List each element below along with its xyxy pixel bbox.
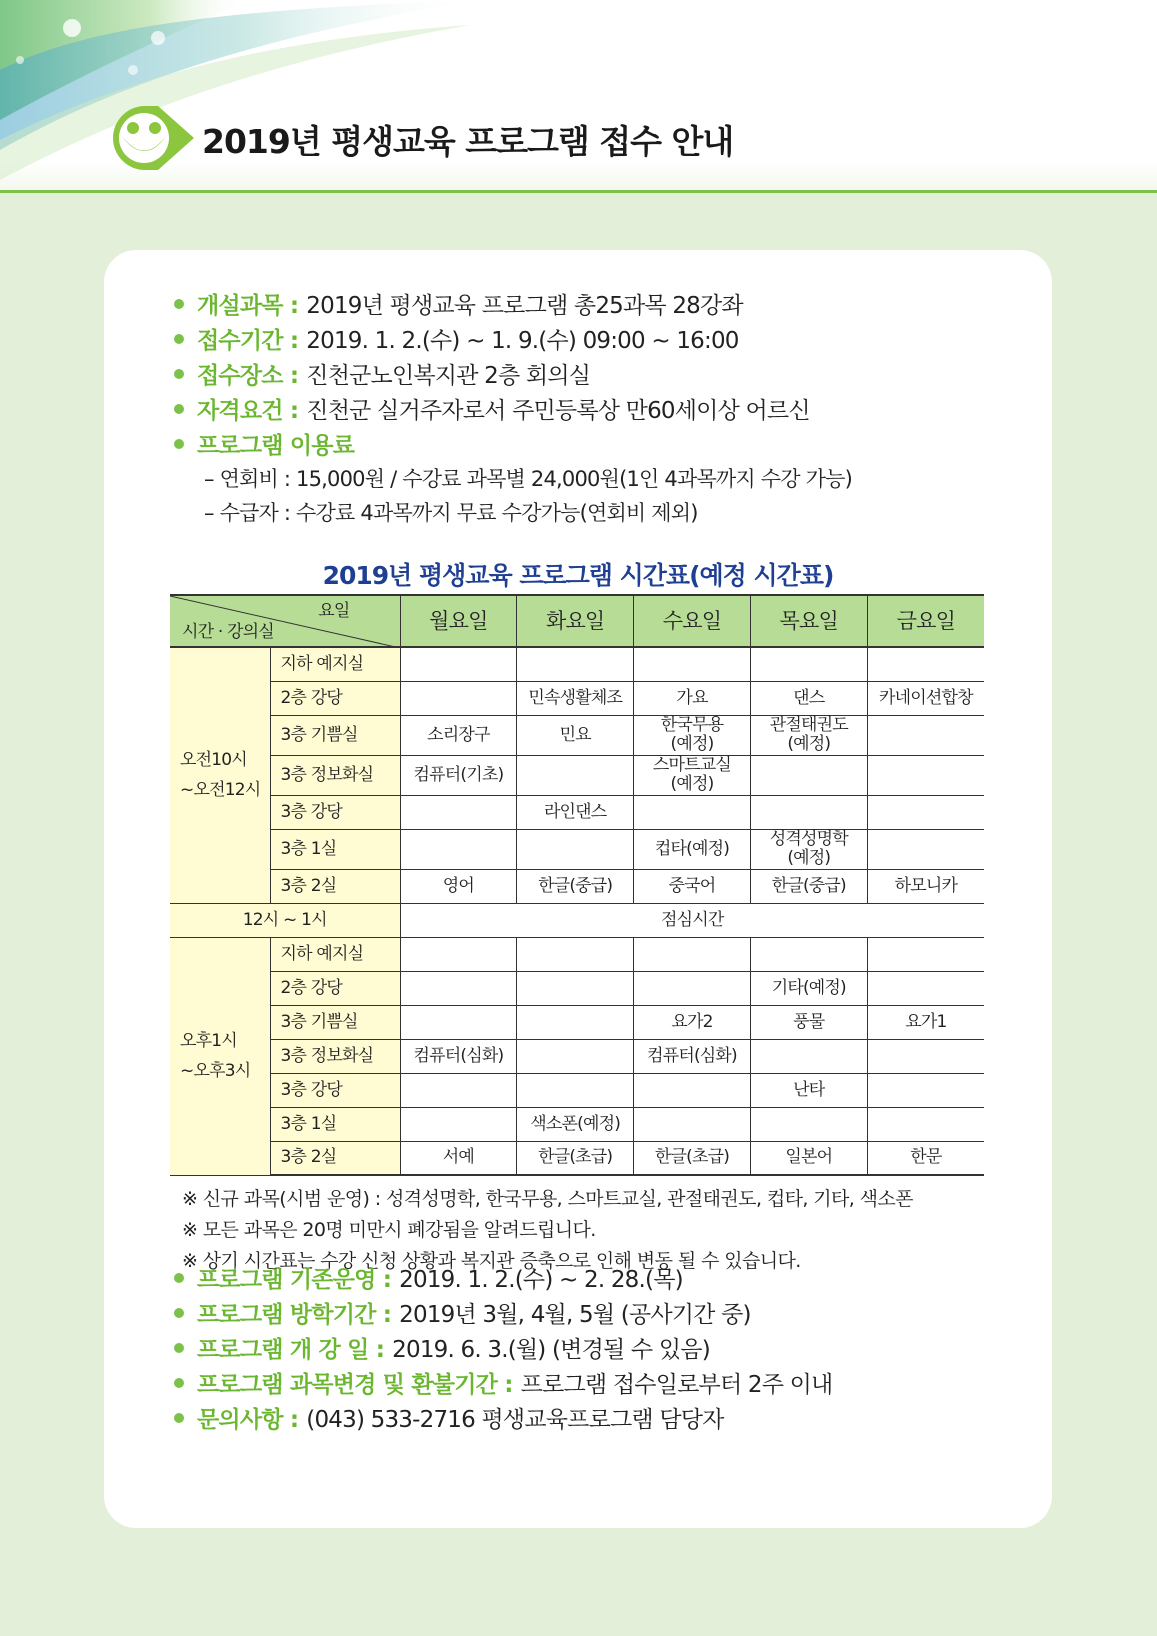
room-label: 3층 강당	[270, 795, 400, 829]
info-value: 진천군 실거주자로서 주민등록상 만60세이상 어르신	[306, 398, 810, 424]
schedule-cell: 한국무용 (예정)	[634, 715, 751, 755]
schedule-cell: 성격성명학 (예정)	[750, 829, 867, 869]
bullet-icon	[174, 1343, 184, 1353]
room-label: 3층 강당	[270, 1073, 400, 1107]
schedule-cell	[634, 1073, 751, 1107]
bullet-icon	[174, 404, 184, 414]
schedule-body	[170, 647, 984, 1175]
schedule-cell: 민속생활체조	[517, 681, 634, 715]
schedule-cell: 컴퓨터(심화)	[634, 1039, 751, 1073]
day-header: 목요일	[750, 595, 867, 647]
schedule-cell	[867, 1073, 984, 1107]
info-row-eligibility	[174, 391, 1034, 426]
bullet-icon	[174, 439, 184, 449]
schedule-row	[170, 1073, 984, 1107]
fee-recipient: – 수급자 : 수강료 4과목까지 무료 수강가능(연회비 제외)	[204, 501, 698, 525]
schedule-cell: 색소폰(예정)	[517, 1107, 634, 1141]
schedule-cell	[400, 971, 517, 1005]
schedule-cell	[400, 937, 517, 971]
schedule-cell: 민요	[517, 715, 634, 755]
schedule-cell: 스마트교실 (예정)	[634, 755, 751, 795]
corner-time-label: 시간 · 강의실	[182, 622, 274, 642]
schedule-cell: 댄스	[750, 681, 867, 715]
bullet-icon	[174, 1273, 184, 1283]
schedule-row	[170, 1005, 984, 1039]
schedule-title: 2019년 평생교육 프로그램 시간표(예정 시간표)	[322, 561, 834, 590]
schedule-cell: 한글(중급)	[750, 869, 867, 903]
lunch-time-label: 12시 ~ 1시	[170, 903, 400, 937]
schedule-cell	[750, 795, 867, 829]
day-header: 월요일	[400, 595, 517, 647]
bullet-icon	[174, 299, 184, 309]
room-label: 지하 예지실	[270, 937, 400, 971]
schedule-cell	[634, 1107, 751, 1141]
schedule-cell	[867, 1107, 984, 1141]
schedule-cell	[517, 937, 634, 971]
room-label: 3층 2실	[270, 1141, 400, 1175]
schedule-cell	[867, 795, 984, 829]
schedule-cell	[750, 1107, 867, 1141]
note: ※ 신규 과목(시범 운영) : 성격성명학, 한국무용, 스마트교실, 관절태권도, 컵타, 기타, 색소폰	[182, 1188, 913, 1210]
schedule-cell	[517, 1005, 634, 1039]
fee-annual: – 연회비 : 15,000원 / 수강료 과목별 24,000원(1인 4과목까지 수강 가능)	[204, 467, 852, 491]
info-label: 프로그램 개 강 일 :	[197, 1337, 385, 1363]
info-label: 접수장소 :	[197, 363, 299, 389]
info-label: 개설과목 :	[197, 293, 299, 319]
schedule-cell	[400, 1073, 517, 1107]
schedule-row	[170, 829, 984, 869]
schedule-cell	[517, 971, 634, 1005]
schedule-row	[170, 715, 984, 755]
schedule-cell	[750, 1039, 867, 1073]
info-value: 2019. 1. 2.(수) ~ 2. 28.(목)	[399, 1267, 683, 1293]
info-label: 프로그램 이용료	[197, 433, 355, 459]
schedule-cell: 중국어	[634, 869, 751, 903]
schedule-cell: 요가1	[867, 1005, 984, 1039]
bullet-icon	[174, 334, 184, 344]
schedule-cell: 영어	[400, 869, 517, 903]
info-label: 프로그램 과목변경 및 환불기간 :	[197, 1372, 513, 1398]
schedule-row	[170, 1141, 984, 1175]
day-header: 화요일	[517, 595, 634, 647]
info-value: (043) 533-2716 평생교육프로그램 담당자	[306, 1407, 724, 1433]
info-value: 2019. 1. 2.(수) ~ 1. 9.(수) 09:00 ~ 16:00	[306, 328, 739, 354]
schedule-row	[170, 1039, 984, 1073]
schedule-cell	[634, 647, 751, 681]
schedule-table	[170, 594, 984, 1176]
room-label: 3층 기쁨실	[270, 715, 400, 755]
note: ※ 상기 시간표는 수강 신청 상황과 복지관 증축으로 인해 변동 될 수 있습니다.	[182, 1250, 801, 1272]
bullet-icon	[174, 1308, 184, 1318]
schedule-row	[170, 647, 984, 681]
schedule-cell: 한글(초급)	[517, 1141, 634, 1175]
schedule-cell	[400, 795, 517, 829]
room-label: 3층 정보화실	[270, 1039, 400, 1073]
corner-header	[170, 595, 400, 647]
info-row-place	[174, 356, 1034, 391]
page-header	[0, 0, 1157, 193]
day-header: 수요일	[634, 595, 751, 647]
info-value: 2019년 3월, 4월, 5월 (공사기간 중)	[399, 1302, 751, 1328]
room-label: 3층 2실	[270, 869, 400, 903]
info-value: 2019년 평생교육 프로그램 총25과목 28강좌	[306, 293, 743, 319]
room-label: 지하 예지실	[270, 647, 400, 681]
morning-time-label: 오전10시 ~오전12시	[170, 647, 270, 903]
schedule-row	[170, 1107, 984, 1141]
info-label: 문의사항 :	[197, 1407, 299, 1433]
schedule-row	[170, 795, 984, 829]
schedule-cell	[867, 1039, 984, 1073]
schedule-cell: 한글(중급)	[517, 869, 634, 903]
room-label: 2층 강당	[270, 971, 400, 1005]
info-label: 프로그램 방학기간 :	[197, 1302, 392, 1328]
schedule-cell	[867, 647, 984, 681]
bullet-icon	[174, 1378, 184, 1388]
schedule-cell	[517, 1073, 634, 1107]
info-label: 프로그램 기존운영 :	[197, 1267, 392, 1293]
info-row-courses	[174, 286, 1034, 321]
schedule-cell: 카네이션합창	[867, 681, 984, 715]
corner-day-label: 요일	[318, 601, 350, 621]
schedule-cell	[867, 971, 984, 1005]
room-label: 2층 강당	[270, 681, 400, 715]
schedule-cell: 가요	[634, 681, 751, 715]
info-list-2	[174, 1260, 1034, 1435]
schedule-cell	[867, 755, 984, 795]
schedule-cell	[400, 647, 517, 681]
bullet-icon	[174, 369, 184, 379]
schedule-row	[170, 681, 984, 715]
info-value: 진천군노인복지관 2층 회의실	[306, 363, 591, 389]
info-row-refund	[174, 1365, 1034, 1400]
schedule-cell	[634, 937, 751, 971]
schedule-row	[170, 755, 984, 795]
info-row-existing	[174, 1260, 1034, 1295]
schedule-cell	[517, 755, 634, 795]
info-list	[174, 286, 1034, 529]
schedule-cell: 컴퓨터(기초)	[400, 755, 517, 795]
schedule-cell	[634, 971, 751, 1005]
schedule-cell: 기타(예정)	[750, 971, 867, 1005]
schedule-cell	[400, 681, 517, 715]
info-row-opening	[174, 1330, 1034, 1365]
schedule-cell	[867, 829, 984, 869]
bullet-icon	[174, 1413, 184, 1423]
schedule-row	[170, 869, 984, 903]
schedule-cell: 풍물	[750, 1005, 867, 1039]
schedule-cell: 난타	[750, 1073, 867, 1107]
room-label: 3층 1실	[270, 1107, 400, 1141]
schedule-row	[170, 937, 984, 971]
schedule-cell	[517, 1039, 634, 1073]
schedule-cell: 한글(초급)	[634, 1141, 751, 1175]
schedule-row	[170, 971, 984, 1005]
lunch-text: 점심시간	[400, 903, 984, 937]
schedule-cell: 서예	[400, 1141, 517, 1175]
info-row-period	[174, 321, 1034, 356]
afternoon-time-label: 오후1시 ~오후3시	[170, 937, 270, 1175]
info-label: 자격요건 :	[197, 398, 299, 424]
note: ※ 모든 과목은 20명 미만시 폐강됨을 알려드립니다.	[182, 1219, 596, 1241]
room-label: 3층 기쁨실	[270, 1005, 400, 1039]
schedule-cell	[400, 1005, 517, 1039]
day-header: 금요일	[867, 595, 984, 647]
room-label: 3층 1실	[270, 829, 400, 869]
schedule-cell: 컴퓨터(심화)	[400, 1039, 517, 1073]
schedule-cell: 소리장구	[400, 715, 517, 755]
schedule-cell	[750, 755, 867, 795]
schedule-cell	[750, 647, 867, 681]
schedule-cell	[634, 795, 751, 829]
info-row-fee	[174, 426, 1034, 461]
schedule-cell	[867, 715, 984, 755]
schedule-cell: 한문	[867, 1141, 984, 1175]
schedule-cell: 일본어	[750, 1141, 867, 1175]
room-label: 3층 정보화실	[270, 755, 400, 795]
info-label: 접수기간 :	[197, 328, 299, 354]
schedule-cell: 관절태권도 (예정)	[750, 715, 867, 755]
schedule-cell: 하모니카	[867, 869, 984, 903]
schedule-cell	[517, 647, 634, 681]
info-value: 프로그램 접수일로부터 2주 이내	[520, 1372, 833, 1398]
content-card	[104, 250, 1052, 1528]
lunch-row	[170, 903, 984, 937]
decorative-swoosh	[0, 0, 490, 193]
schedule-cell: 라인댄스	[517, 795, 634, 829]
schedule-cell	[867, 937, 984, 971]
info-value: 2019. 6. 3.(월) (변경될 수 있음)	[392, 1337, 710, 1363]
schedule-cell: 컵타(예정)	[634, 829, 751, 869]
schedule-cell	[400, 1107, 517, 1141]
info-row-contact	[174, 1400, 1034, 1435]
schedule-cell	[750, 937, 867, 971]
schedule-cell: 요가2	[634, 1005, 751, 1039]
smile-logo-icon	[110, 103, 196, 173]
schedule-cell	[400, 829, 517, 869]
schedule-cell	[517, 829, 634, 869]
info-row-vacation	[174, 1295, 1034, 1330]
page-title: 2019년 평생교육 프로그램 접수 안내	[202, 122, 734, 161]
